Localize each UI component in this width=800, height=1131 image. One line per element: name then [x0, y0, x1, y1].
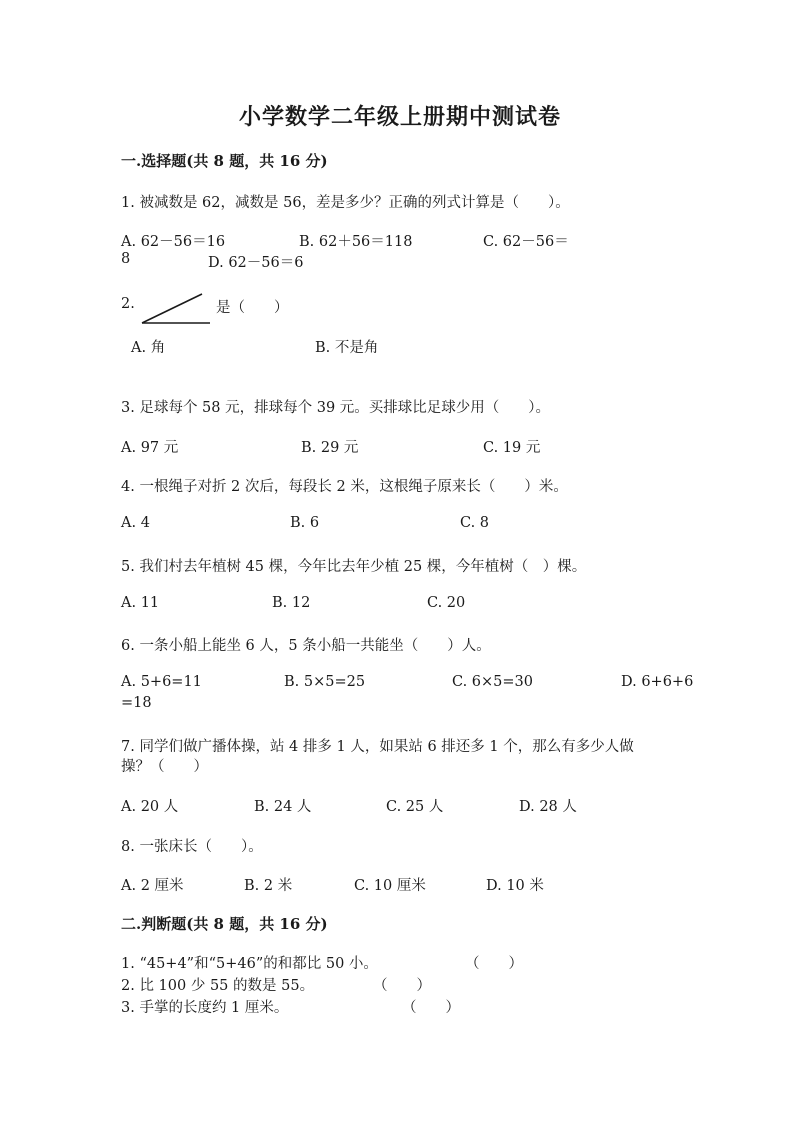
question-7-option-c: C. 25 人 — [386, 799, 444, 815]
question-1-text: 1. 被减数是 62，减数是 56，差是多少？正确的列式计算是（ ）。 — [121, 195, 570, 211]
judgement-item-3-text: 3. 手掌的长度约 1 厘米。 — [121, 1000, 289, 1016]
question-2-number: 2. — [121, 296, 135, 312]
question-6-option-d-continued: =18 — [121, 695, 152, 711]
question-5-option-b: B. 12 — [272, 595, 311, 611]
question-1-option-c-continued: 8 — [121, 251, 131, 267]
judgement-item-3-bracket[interactable]: （ ） — [402, 1000, 460, 1016]
question-7-option-b: B. 24 人 — [254, 799, 312, 815]
question-2-option-b: B. 不是角 — [315, 340, 379, 356]
question-5-text: 5. 我们村去年植树 45 棵，今年比去年少植 25 棵，今年植树（ ）棵。 — [121, 559, 587, 575]
judgement-item-2-bracket[interactable]: （ ） — [373, 978, 431, 994]
question-7-text-line1: 7. 同学们做广播体操，站 4 排多 1 人，如果站 6 排还多 1 个，那么有多少人做 — [121, 739, 634, 755]
judgement-item-1-text: 1. “45+4”和“5+46”的和都比 50 小。 — [121, 956, 378, 972]
judgement-item-2-text: 2. 比 100 少 55 的数是 55。 — [121, 978, 315, 994]
question-4-option-b: B. 6 — [290, 515, 320, 531]
question-2-option-a: A. 角 — [131, 340, 166, 356]
question-6-option-c: C. 6×5=30 — [452, 674, 533, 690]
question-1-option-a: A. 62－56＝16 — [121, 234, 226, 250]
page-title: 小学数学二年级上册期中测试卷 — [238, 104, 561, 130]
question-8-option-d: D. 10 米 — [486, 878, 544, 894]
question-3-option-b: B. 29 元 — [301, 440, 359, 456]
question-1-option-d: D. 62－56＝6 — [208, 255, 304, 271]
question-6-text: 6. 一条小船上能坐 6 人，5 条小船一共能坐（ ）人。 — [121, 638, 491, 654]
section-heading-choice: 一.选择题(共 8 题，共 16 分) — [121, 152, 328, 170]
question-8-text: 8. 一张床长（ ）。 — [121, 839, 263, 855]
question-6-option-a: A. 5+6=11 — [121, 674, 202, 690]
question-2-suffix: 是（ ） — [216, 300, 289, 316]
question-1-option-c: C. 62－56＝ — [483, 234, 569, 250]
question-7-option-a: A. 20 人 — [121, 799, 179, 815]
question-3-option-a: A. 97 元 — [121, 440, 179, 456]
judgement-item-1-bracket[interactable]: （ ） — [465, 956, 523, 972]
question-4-option-c: C. 8 — [460, 515, 490, 531]
question-3-text: 3. 足球每个 58 元，排球每个 39 元。买排球比足球少用（ ）。 — [121, 400, 551, 416]
question-6-option-b: B. 5×5=25 — [284, 674, 366, 690]
question-6-option-d: D. 6+6+6 — [621, 674, 694, 690]
section-heading-judgement: 二.判断题(共 8 题，共 16 分) — [121, 915, 328, 933]
angle-ray-upper — [142, 294, 202, 323]
question-3-option-c: C. 19 元 — [483, 440, 541, 456]
question-1-option-b: B. 62＋56＝118 — [299, 234, 413, 250]
question-7-option-d: D. 28 人 — [519, 799, 577, 815]
question-7-text-line2: 操？（ ） — [121, 759, 208, 775]
question-4-text: 4. 一根绳子对折 2 次后，每段长 2 米，这根绳子原来长（ ）米。 — [121, 479, 568, 495]
question-8-option-c: C. 10 厘米 — [354, 878, 426, 894]
question-4-option-a: A. 4 — [121, 515, 150, 531]
question-5-option-a: A. 11 — [121, 595, 160, 611]
question-8-option-b: B. 2 米 — [244, 878, 293, 894]
question-5-option-c: C. 20 — [427, 595, 466, 611]
angle-figure — [136, 290, 216, 330]
question-8-option-a: A. 2 厘米 — [121, 878, 184, 894]
